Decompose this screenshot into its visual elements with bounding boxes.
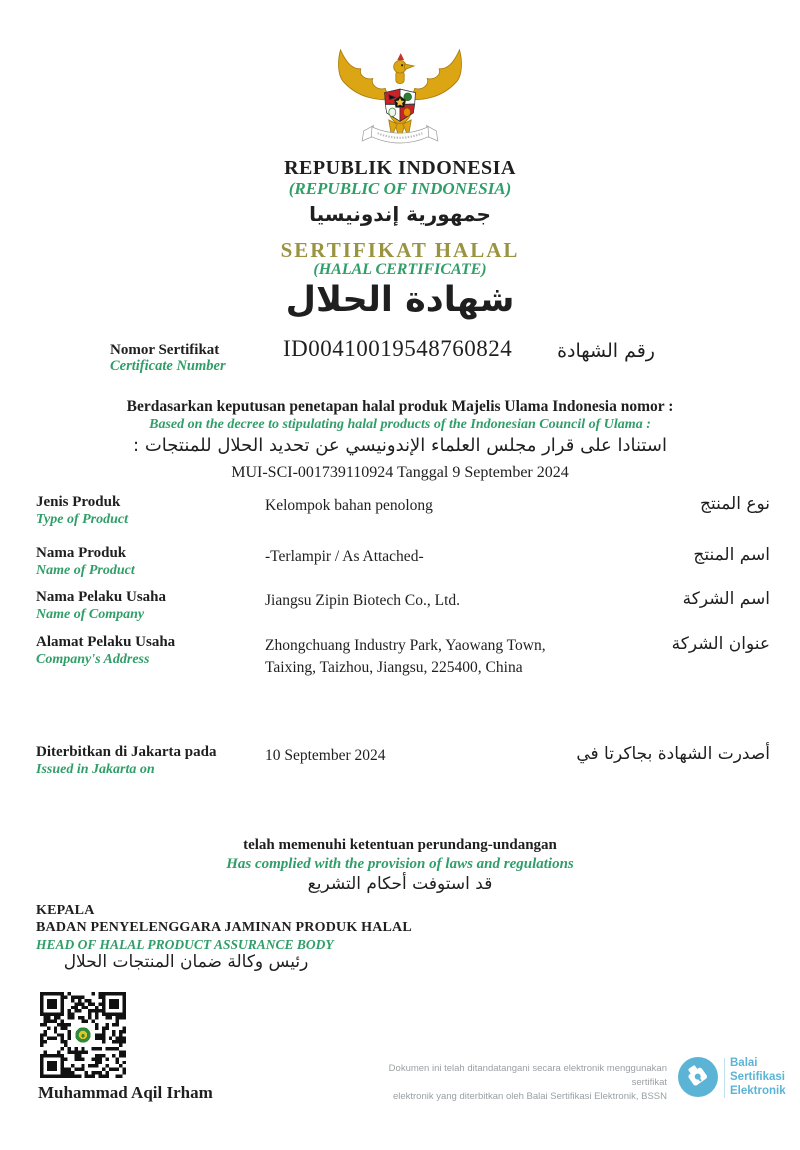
signatory-title-line1: KEPALA (36, 903, 95, 918)
bsre-word-line2: Sertifikasi (730, 1070, 785, 1083)
field-label-english: Name of Company (36, 607, 145, 622)
bsre-word-line3: Elektronik (730, 1084, 786, 1097)
qr-code-icon (36, 992, 130, 1078)
electronic-signature-disclaimer (385, 1062, 667, 1103)
garuda-icon (330, 33, 470, 155)
field-label-arabic: نوع المنتج (699, 494, 770, 514)
field-value: Kelompok bahan penolong (265, 497, 433, 514)
field-label-english: Name of Product (36, 563, 135, 578)
field-value: 10 September 2024 (265, 747, 386, 764)
disclaimer-line2: elektronik yang diterbitkan oleh Balai Sertifikasi Elektronik, BSSN (392, 1090, 667, 1102)
field-value: -Terlampir / As Attached- (265, 548, 424, 565)
bsre-logo-wordmark (730, 1057, 786, 1098)
bsre-logo-icon (677, 1056, 719, 1098)
country-name-english: (REPUBLIC OF INDONESIA) (288, 179, 512, 198)
bsre-word-line1: Balai (730, 1057, 758, 1069)
certificate-number-label-english: Certificate Number (110, 358, 226, 374)
decree-statement-arabic: استنادا على قرار مجلس العلماء الإندونيسي عن تحديد الحلال للمنتجات : (133, 435, 667, 456)
field-label-arabic: اسم الشركة (682, 589, 770, 609)
field-label: Alamat Pelaku Usaha (36, 634, 176, 650)
garuda-pancasila-emblem (330, 33, 470, 155)
signature-qr-code (36, 992, 130, 1078)
signatory-title-arabic: رئيس وكالة ضمان المنتجات الحلال (63, 952, 309, 972)
disclaimer-line1: Dokumen ini telah ditandatangani secara elektronik menggunakan sertifikat (388, 1063, 667, 1088)
field-label-english: Issued in Jakarta on (36, 762, 155, 777)
field-value: Jiangsu Zipin Biotech Co., Ltd. (265, 592, 461, 609)
decree-number: MUI-SCI-001739110924 Tanggal 9 September 2024 (231, 464, 569, 481)
compliance-statement-english: Has complied with the provision of laws and regulations (226, 856, 574, 872)
field-label-english: Type of Product (36, 512, 129, 527)
compliance-statement: telah memenuhi ketentuan perundang-undangan (243, 837, 557, 853)
country-name: REPUBLIK INDONESIA (284, 157, 516, 179)
field-label-arabic: اسم المنتج (693, 545, 770, 565)
field-label: Nama Pelaku Usaha (36, 589, 167, 605)
field-value: Zhongchuang Industry Park, Yaowang Town, Taixing, Taizhou, Jiangsu, 225400, China (265, 637, 546, 677)
footer-logo-divider (724, 1058, 725, 1098)
compliance-statement-arabic: قد استوفت أحكام التشريع (307, 874, 493, 894)
decree-statement: Berdasarkan keputusan penetapan halal produk Majelis Ulama Indonesia nomor : (126, 398, 674, 415)
certificate-number-label: Nomor Sertifikat (110, 342, 220, 358)
document-title-arabic: شهادة الحلال (285, 280, 515, 320)
field-label-arabic: أصدرت الشهادة بجاكرتا في (576, 744, 770, 764)
field-label-english: Company's Address (36, 652, 150, 667)
country-name-arabic: جمهورية إندونيسيا (309, 202, 491, 226)
decree-statement-english: Based on the decree to stipulating halal products of the Indonesian Council of Ulama : (149, 417, 651, 432)
field-label: Jenis Produk (36, 494, 121, 510)
signatory-name: Muhammad Aqil Irham (38, 1083, 213, 1102)
document-title-english: (HALAL CERTIFICATE) (313, 261, 487, 278)
field-label: Nama Produk (36, 545, 127, 561)
certificate-number-label-arabic: رقم الشهادة (557, 340, 655, 362)
field-label-arabic: عنوان الشركة (671, 634, 770, 654)
certificate-number-value: ID00410019548760824 (283, 336, 513, 361)
document-title: SERTIFIKAT HALAL (280, 238, 520, 262)
field-label: Diterbitkan di Jakarta pada (36, 744, 217, 760)
signatory-title-english: HEAD OF HALAL PRODUCT ASSURANCE BODY (36, 937, 334, 952)
signatory-title-line2: BADAN PENYELENGGARA JAMINAN PRODUK HALAL (36, 920, 412, 935)
